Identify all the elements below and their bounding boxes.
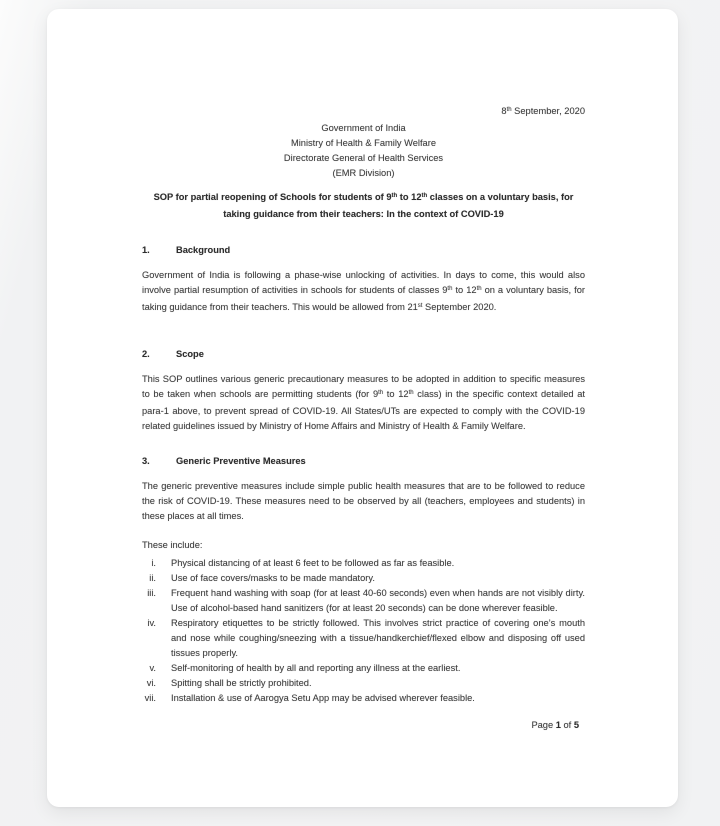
text-segment: SOP for partial reopening of Schools for students of 9 — [153, 192, 392, 202]
superscript: th — [391, 193, 398, 199]
text-segment: 8 — [501, 106, 507, 116]
text-segment: classes on a voluntary basis, for taking guidance from their teachers: In the context of COVID-19 — [223, 192, 574, 219]
list-item — [142, 661, 585, 676]
list-item — [142, 616, 585, 661]
section-title: Background — [176, 245, 231, 255]
text-segment: to 12 — [383, 389, 409, 399]
text-segment: Government of India is following a phase-wise unlocking of activities. In days to come, this would also involve partial resumption of activities in schools for students of classes 9 — [142, 270, 585, 295]
document-content — [142, 104, 585, 706]
list-marker: ii. — [149, 573, 156, 583]
list-item — [142, 691, 585, 706]
text-segment: Page — [531, 720, 556, 730]
section-number: 1. — [142, 245, 150, 255]
superscript: th — [421, 193, 428, 199]
text-segment: class) in the specific context detailed at para-1 above, to prevent spread of COVID-19. All States/UTs are expected to comply with the COVID-19 related guidelines issued by Ministry of Home Affairs and Ministry of Health & Family Welfare. — [142, 389, 586, 431]
section-number: 2. — [142, 349, 150, 359]
org-line-directorate: Directorate General of Health Services — [283, 153, 444, 163]
text-segment: to 12 — [397, 192, 422, 202]
list-text: Use of face covers/masks to be made mandatory. — [171, 573, 375, 583]
list-text: Spitting shall be strictly prohibited. — [171, 678, 312, 688]
list-item — [142, 586, 585, 616]
page-total: 5 — [573, 720, 579, 730]
date-line — [142, 104, 585, 121]
text-segment: The generic preventive measures include simple public health measures that are to be followed to reduce the risk of COVID-19. These measures need to be observed by all (teachers, employees and students) in these places at all times. — [142, 481, 585, 521]
list-item — [142, 556, 585, 571]
list-item — [142, 676, 585, 691]
scope-paragraph — [142, 372, 585, 434]
section-heading-background — [142, 243, 585, 258]
list-marker: vii. — [144, 693, 156, 703]
org-header — [142, 121, 585, 181]
superscript: th — [506, 107, 512, 113]
list-item — [142, 571, 585, 586]
list-text: Frequent hand washing with soap (for at least 40-60 seconds) even when hands are not visibly dirty. Use of alcohol-based hand sanitizers (for at least 20 seconds) can be done wherever feasible. — [171, 588, 585, 613]
list-marker: iv. — [147, 618, 156, 628]
list-text: Self-monitoring of health by all and reporting any illness at the earliest. — [171, 663, 461, 673]
section-heading-scope — [142, 347, 585, 362]
list-marker: v. — [149, 663, 156, 673]
list-text: Physical distancing of at least 6 feet to be followed as far as feasible. — [171, 558, 455, 568]
list-text: Installation & use of Aarogya Setu App may be advised wherever feasible. — [171, 693, 475, 703]
preventive-measures-list — [142, 556, 585, 706]
list-intro: These include: — [142, 540, 203, 550]
superscript: th — [408, 390, 414, 396]
list-text: Respiratory etiquettes to be strictly followed. This involves strict practice of covering one’s mouth and nose while coughing/sneezing with a tissue/handkerchief/flexed elbow and disposing off used tissues properly. — [171, 618, 585, 658]
text-segment: September 2020. — [422, 302, 497, 312]
list-marker: iii. — [147, 588, 156, 598]
section-heading-generic-preventive-measures — [142, 454, 585, 469]
text-segment: to 12 — [452, 285, 477, 295]
document-page — [47, 9, 678, 807]
section-title: Generic Preventive Measures — [176, 456, 306, 466]
text-segment: This SOP outlines various generic precautionary measures to be adopted in addition to specific measures to be taken when schools are permitting students (for 9 — [142, 374, 585, 399]
text-segment: of — [560, 720, 574, 730]
list-marker: i. — [151, 558, 156, 568]
superscript: th — [447, 286, 453, 292]
text-segment: on a voluntary basis, for taking guidance from their teachers. This would be allowed from 21 — [142, 285, 585, 312]
superscript: th — [378, 390, 384, 396]
superscript: th — [476, 286, 482, 292]
org-line-government: Government of India — [321, 123, 406, 133]
page-footer — [531, 720, 579, 730]
document-title — [142, 190, 585, 222]
generic-measures-paragraph — [142, 479, 585, 524]
superscript: st — [417, 303, 423, 309]
org-line-division: (EMR Division) — [332, 168, 395, 178]
background-paragraph — [142, 268, 585, 317]
page-number: 1 — [555, 720, 561, 730]
list-marker: vi. — [146, 678, 156, 688]
section-number: 3. — [142, 456, 150, 466]
section-title: Scope — [176, 349, 204, 359]
org-line-ministry: Ministry of Health & Family Welfare — [290, 138, 436, 148]
text-segment: September, 2020 — [511, 106, 585, 116]
